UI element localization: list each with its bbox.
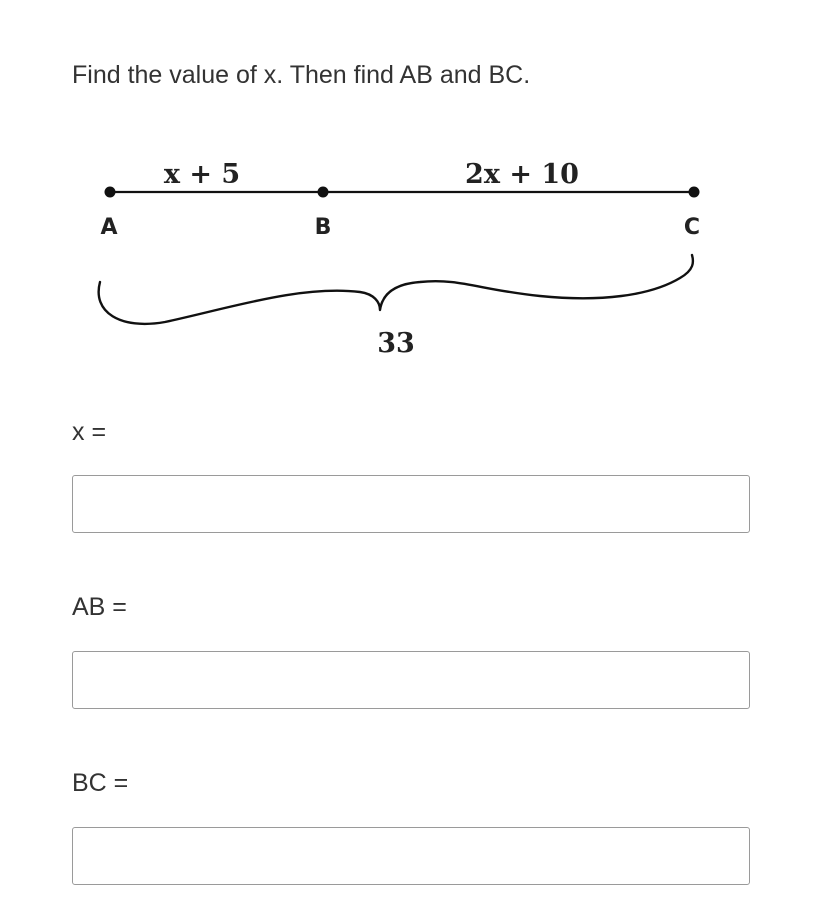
point-b-dot (318, 187, 329, 198)
x-answer-input[interactable] (72, 475, 750, 533)
x-answer-label: x = (72, 418, 107, 446)
segment-bc-label: 2x + 10 (465, 159, 579, 190)
point-b-label: B (314, 215, 332, 240)
total-brace (99, 255, 693, 324)
bc-answer-label: BC = (72, 769, 129, 797)
segment-diagram (0, 130, 828, 380)
total-length-label: 33 (377, 328, 415, 359)
point-a-label: A (100, 215, 118, 240)
point-c-dot (689, 187, 700, 198)
point-c-label: C (683, 215, 701, 240)
bc-answer-input[interactable] (72, 827, 750, 885)
segment-ab-label: x + 5 (163, 159, 241, 190)
ab-answer-input[interactable] (72, 651, 750, 709)
ab-answer-label: AB = (72, 593, 127, 621)
question-prompt: Find the value of x. Then find AB and BC. (72, 61, 531, 89)
point-a-dot (105, 187, 116, 198)
